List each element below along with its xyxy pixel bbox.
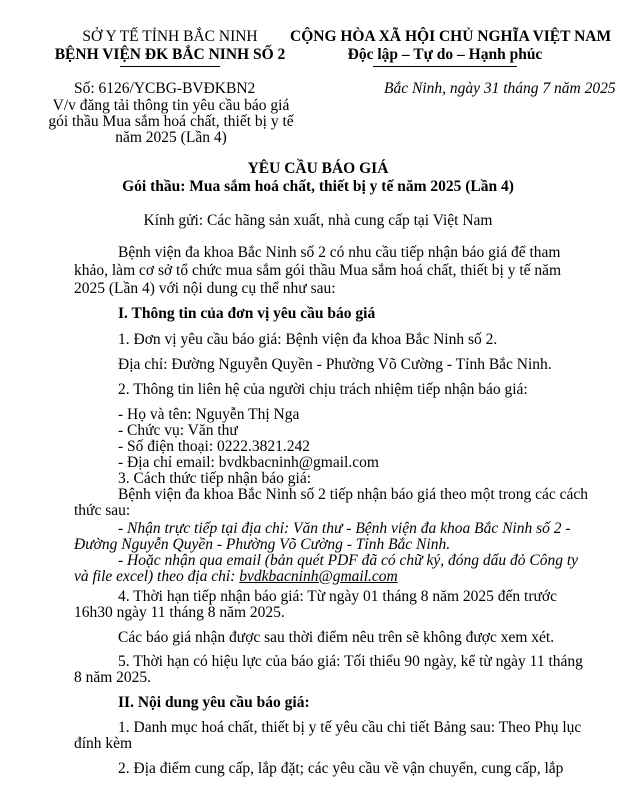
divider	[373, 66, 517, 67]
contact-name: - Họ và tên: Nguyễn Thị Nga	[118, 406, 300, 423]
subject-line: V/v đăng tải thông tin yêu cầu báo giá	[52, 97, 290, 114]
national-title: CỘNG HÒA XÃ HỘI CHỦ NGHĨA VIỆT NAM	[290, 28, 612, 45]
contact-position: - Chức vụ: Văn thư	[118, 422, 238, 439]
hospital-name: BỆNH VIỆN ĐK BẮC NINH SỐ 2	[54, 46, 286, 63]
item-list: 1. Danh mục hoá chất, thiết bị y tế yêu cầu chi tiết Bảng sau: Theo Phụ lục	[118, 719, 582, 736]
receipt-method-text: Bệnh viện đa khoa Bắc Ninh số 2 tiếp nhận báo giá theo một trong các cách	[118, 486, 589, 503]
place-date: Bắc Ninh, ngày 31 tháng 7 năm 2025	[384, 80, 616, 97]
intro-line: 2025 (Lần 4) với nội dung cụ thể như sau:	[74, 280, 336, 297]
package-title: Gói thầu: Mua sắm hoá chất, thiết bị y tế năm 2025 (Lần 4)	[122, 178, 514, 195]
validity: 5. Thời hạn có hiệu lực của báo giá: Tối thiểu 90 ngày, kể từ ngày 11 tháng	[118, 653, 583, 670]
delivery-location: 2. Địa điểm cung cấp, lắp đặt; các yêu cầu về vận chuyển, cung cấp, lắp	[118, 760, 564, 777]
method-email	[74, 568, 398, 586]
intro-line: khảo, làm cơ sở tổ chức mua sắm gói thầu Mua sắm hoá chất, thiết bị y tế năm	[74, 262, 562, 279]
method-direct: - Nhận trực tiếp tại địa chỉ: Văn thư - Bệnh viện đa khoa Bắc Ninh số 2 -	[118, 520, 571, 537]
method-direct: Đường Nguyễn Quyền - Phường Võ Cường - Tỉnh Bắc Ninh.	[74, 536, 451, 553]
divider	[120, 66, 220, 67]
national-motto: Độc lập – Tự do – Hạnh phúc	[347, 46, 543, 63]
item-list: đính kèm	[74, 735, 133, 752]
subject-line: gói thầu Mua sắm hoá chất, thiết bị y tế	[48, 113, 294, 130]
document-title: YÊU CẦU BÁO GIÁ	[247, 160, 389, 177]
deadline: 4. Thời hạn tiếp nhận báo giá: Từ ngày 01 tháng 8 năm 2025 đến trước	[118, 588, 557, 605]
recipient-line: Kính gửi: Các hãng sản xuất, nhà cung cấp tại Việt Nam	[143, 212, 493, 229]
document-number: Số: 6126/YCBG-BVĐKBN2	[74, 80, 256, 97]
method-email-text: và file excel) theo địa chỉ:	[74, 568, 240, 585]
receipt-method-heading: 3. Cách thức tiếp nhận báo giá:	[118, 470, 312, 487]
subject-line: năm 2025 (Lần 4)	[115, 129, 227, 146]
late-note: Các báo giá nhận được sau thời điểm nêu trên sẽ không được xem xét.	[118, 629, 555, 646]
intro-line: Bệnh viện đa khoa Bắc Ninh số 2 có nhu cầu tiếp nhận báo giá để tham	[118, 244, 561, 261]
section-heading: I. Thông tin của đơn vị yêu cầu báo giá	[118, 305, 376, 322]
section-heading: II. Nội dung yêu cầu báo giá:	[118, 694, 310, 711]
contact-phone: - Số điện thoại: 0222.3821.242	[118, 438, 311, 455]
email-link[interactable]: bvdkbacninh@gmail.com	[239, 568, 398, 585]
contact-heading: 2. Thông tin liên hệ của người chịu trách nhiệm tiếp nhận báo giá:	[118, 381, 528, 398]
address: Địa chỉ: Đường Nguyễn Quyền - Phường Võ Cường - Tỉnh Bắc Ninh.	[118, 356, 552, 373]
validity: 8 năm 2025.	[74, 669, 152, 686]
agency-name: SỞ Y TẾ TỈNH BẮC NINH	[82, 28, 258, 45]
receipt-method-text: thức sau:	[74, 502, 131, 519]
contact-email: - Địa chỉ email: bvdkbacninh@gmail.com	[118, 454, 379, 471]
method-email: - Hoặc nhận qua email (bản quét PDF đã có chữ ký, đóng dấu đỏ Công ty	[118, 552, 579, 569]
deadline: 16h30 ngày 11 tháng 8 năm 2025.	[74, 604, 285, 621]
requesting-unit: 1. Đơn vị yêu cầu báo giá: Bệnh viện đa khoa Bắc Ninh số 2.	[118, 331, 498, 348]
